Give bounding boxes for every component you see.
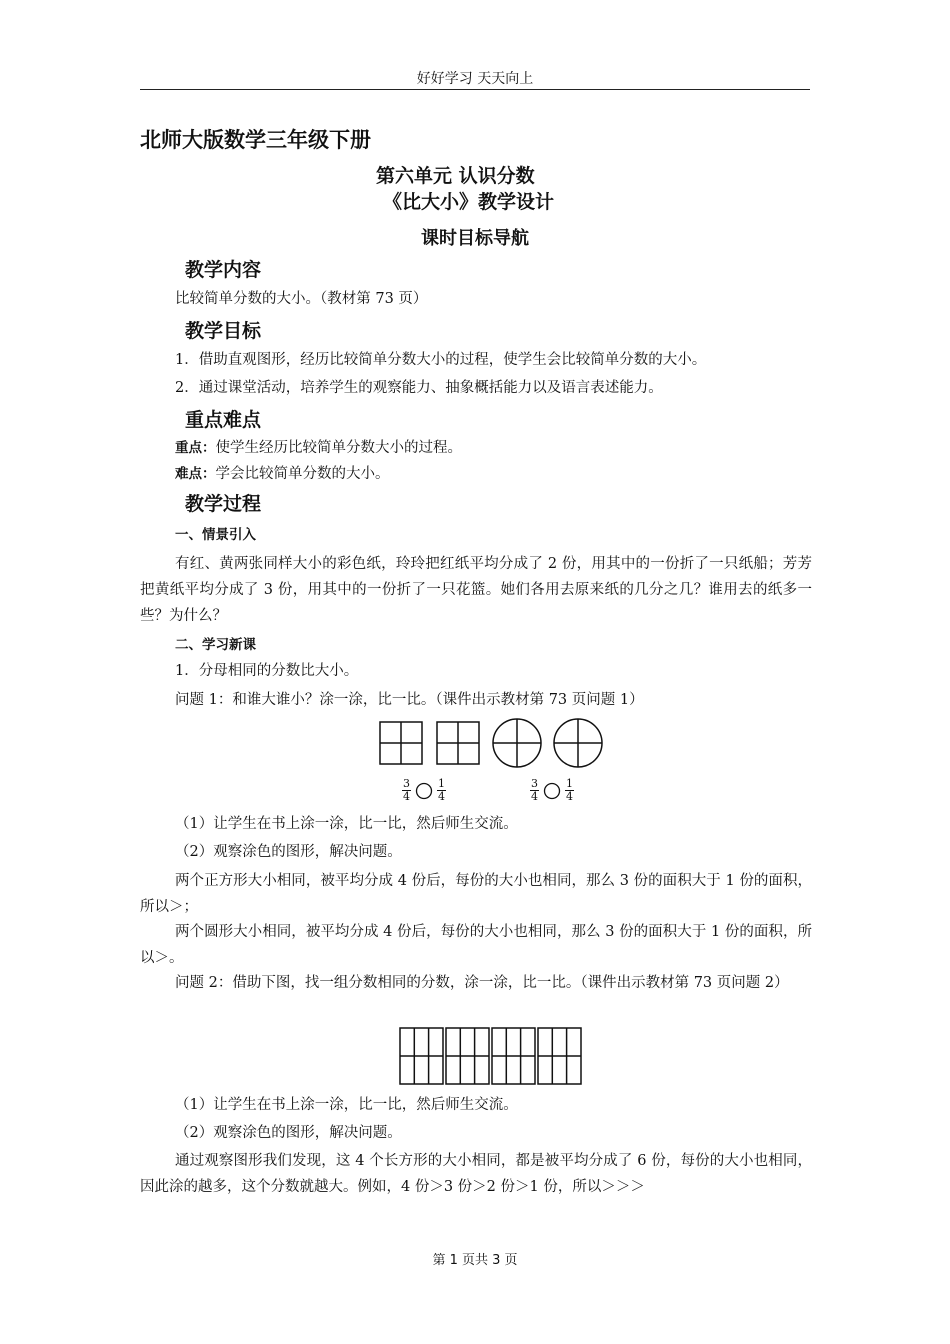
page-footer: 第 1 页共 3 页 [432, 1253, 518, 1268]
q1-paragraph-1: 两个正方形大小相同，被平均分成 4 份后，每份的大小也相同，那么 3 份的面积大于 1 份的面积，所以＞； [140, 873, 812, 915]
header-divider [140, 89, 810, 90]
difficult-point [175, 463, 390, 485]
fraction-right: $\frac{1}{4}$ [438, 777, 445, 803]
unit-title: 第六单元 认识分数 [376, 165, 535, 187]
circle-quarters-2 [554, 719, 602, 767]
q1-instruction-1: （1）让学生在书上涂一涂，比一比，然后师生交流。 [175, 816, 518, 832]
fraction-compare-1 [402, 778, 446, 803]
heading-content: 教学内容 [185, 259, 262, 281]
q2-instruction-2: （2）观察涂色的图形，解决问题。 [175, 1125, 402, 1141]
goal-item-2: 2．通过课堂活动，培养学生的观察能力、抽象概括能力以及语言表述能力。 [175, 380, 663, 396]
fraction-right: $\frac{1}{4}$ [566, 777, 573, 803]
question1-text: 问题 1：和谁大谁小？涂一涂，比一比。（课件出示教材第 73 页问题 1） [175, 692, 644, 708]
part1-text: 有红、黄两张同样大小的彩色纸，玲玲把红纸平均分成了 2 份，用其中的一份折了一只纸船；芳芳把黄纸平均分成了 3 份，用其中的一份折了一只花篮。她们各用去原来纸的几分之几？谁用去的纸多一些？为什么？ [140, 556, 812, 624]
fraction-compare-2 [530, 778, 574, 803]
q1-paragraph-2: 两个圆形大小相同，被平均分成 4 份后，每份的大小也相同，那么 3 份的面积大于 1 份的面积，所以＞。 [140, 924, 812, 966]
circle-quarters-1 [493, 719, 541, 767]
fraction-left: $\frac{3}{4}$ [403, 777, 410, 803]
square-quarters-1 [380, 722, 422, 764]
figure-shapes-quarters [370, 716, 610, 772]
heading-goals: 教学目标 [185, 320, 262, 342]
heading-key-points: 重点难点 [185, 409, 262, 431]
rectangle-sixths-1 [400, 1028, 443, 1084]
compare-circle-blank [415, 782, 433, 800]
key-label: 重点： [175, 440, 216, 456]
figure-rectangles-sixths [398, 1026, 588, 1088]
q2-paragraph-1: 通过观察图形我们发现，这 4 个长方形的大小相同，都是被平均分成了 6 份，每份的大小也相同，因此涂的越多，这个分数就越大。例如，4 份＞3 份＞2 份＞1 份，所以＞＞＞ [140, 1153, 812, 1195]
question2-text: 问题 2：借助下图，找一组分数相同的分数，涂一涂，比一比。（课件出示教材第 73 页问题 2） [175, 975, 789, 991]
square-quarters-2 [437, 722, 479, 764]
key-text: 使学生经历比较简单分数大小的过程。 [215, 440, 462, 456]
nav-title: 课时目标导航 [421, 228, 529, 249]
part2-title: 二、学习新课 [175, 637, 256, 653]
difficult-text: 学会比较简单分数的大小。 [215, 466, 390, 482]
content-text: 比较简单分数的大小。（教材第 73 页） [175, 291, 428, 307]
q1-instruction-2: （2）观察涂色的图形，解决问题。 [175, 844, 402, 860]
lesson-title: 《比大小》教学设计 [383, 191, 555, 213]
heading-process: 教学过程 [185, 493, 262, 515]
fraction-left: $\frac{3}{4}$ [531, 777, 538, 803]
q2-instruction-1: （1）让学生在书上涂一涂，比一比，然后师生交流。 [175, 1097, 518, 1113]
compare-circle-blank [543, 782, 561, 800]
goal-item-1: 1．借助直观图形，经历比较简单分数大小的过程，使学生会比较简单分数的大小。 [175, 352, 707, 368]
rectangle-sixths-4 [538, 1028, 581, 1084]
page-header: 好好学习 天天向上 [416, 71, 534, 87]
main-title: 北师大版数学三年级下册 [140, 128, 371, 152]
step1-text: 1．分母相同的分数比大小。 [175, 663, 359, 679]
rectangle-sixths-3 [492, 1028, 535, 1084]
part1-title: 一、情景引入 [175, 527, 256, 543]
difficult-label: 难点： [175, 466, 216, 482]
key-point [175, 437, 462, 459]
rectangle-sixths-2 [446, 1028, 489, 1084]
